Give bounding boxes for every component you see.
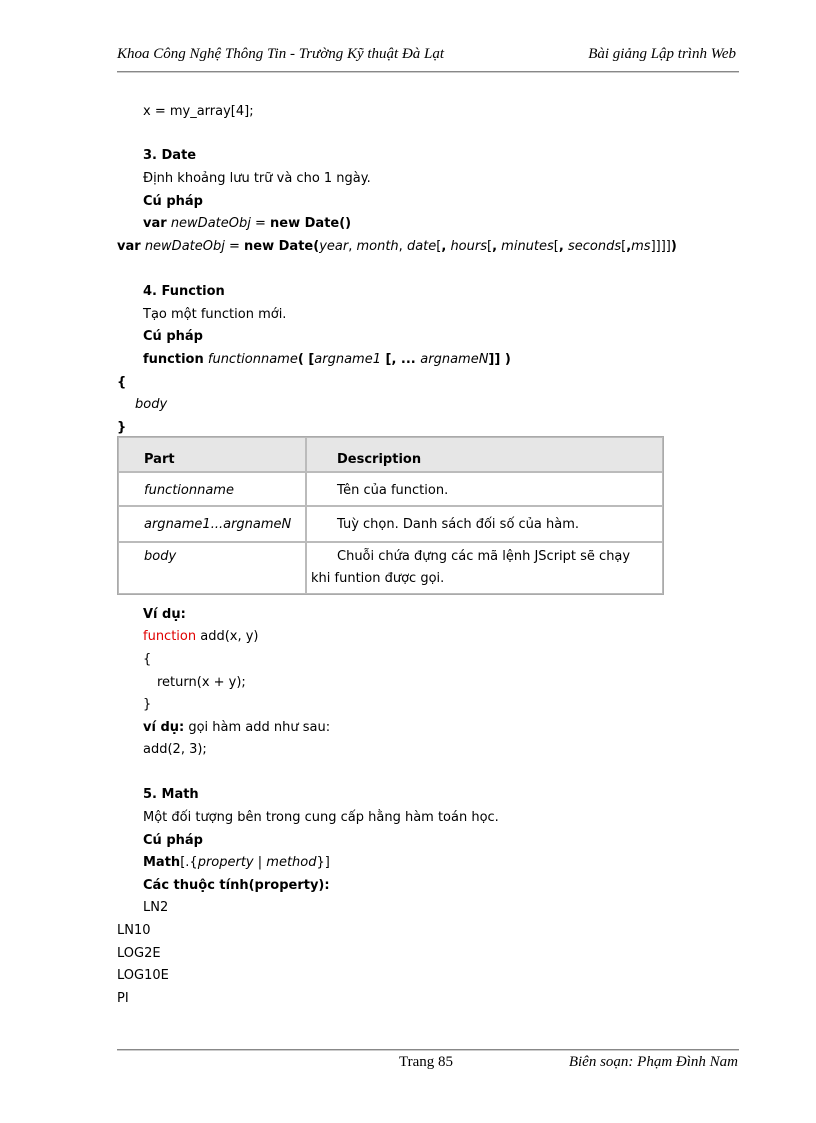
function-parts-table <box>117 436 664 595</box>
array-code-line: x = my_array[4]; <box>143 104 254 119</box>
table-cell-description: Chuỗi chứa đựng các mã lệnh JScript sẽ chạy khi funtion được gọi. <box>311 549 631 586</box>
date-syntax-line-2: var newDateObj = new Date(year, month, date[, hours[, minutes[, seconds[,ms]]]]) <box>117 239 677 254</box>
math-property-item: LN10 <box>117 923 151 938</box>
syntax-body: body <box>135 397 168 412</box>
footer-rule <box>117 1049 739 1051</box>
call-example-code: add(2, 3); <box>143 742 207 757</box>
table-row <box>118 472 663 506</box>
table-row <box>118 542 663 594</box>
table-cell-description: Tên của function. <box>337 483 449 498</box>
header-rule <box>117 71 739 73</box>
syntax-brace-open: { <box>117 375 127 390</box>
math-description: Một đối tượng bên trong cung cấp hằng hàm toán học. <box>143 810 499 825</box>
example-signature: function add(x, y) <box>143 629 259 644</box>
math-property-item: LOG10E <box>117 968 169 983</box>
math-properties-label: Các thuộc tính(property): <box>143 878 330 893</box>
example-brace-open: { <box>143 652 152 667</box>
call-example-line: ví dụ: gọi hàm add như sau: <box>143 720 331 735</box>
function-syntax-line: function functionname( [argname1 [, ... argnameN]] ) <box>143 352 511 367</box>
table-cell-description: Tuỳ chọn. Danh sách đối số của hàm. <box>337 517 580 532</box>
header-subject: Bài giảng Lập trình Web <box>588 46 736 62</box>
table-header-row <box>118 437 663 472</box>
math-property-item: LN2 <box>143 900 169 915</box>
math-property-item: LOG2E <box>117 946 161 961</box>
table-header-part: Part <box>118 437 306 472</box>
example-label: Ví dụ: <box>143 607 186 622</box>
table-header-description: Description <box>306 437 663 472</box>
math-property-item: PI <box>117 991 129 1006</box>
footer-author: Biên soạn: Phạm Đình Nam <box>568 1054 738 1070</box>
table-cell-part: argname1...argnameN <box>144 517 292 532</box>
table-cell-part: functionname <box>144 483 234 498</box>
example-brace-close: } <box>143 697 152 712</box>
function-description: Tạo một function mới. <box>143 307 287 322</box>
table-cell-part: body <box>144 549 177 564</box>
date-description: Định khoảng lưu trữ và cho 1 ngày. <box>143 171 371 186</box>
math-syntax-label: Cú pháp <box>143 833 203 848</box>
table-row <box>118 506 663 542</box>
math-syntax-line: Math[.{property | method}] <box>143 855 330 870</box>
example-return: return(x + y); <box>157 675 246 690</box>
function-syntax-label: Cú pháp <box>143 329 203 344</box>
math-heading: 5. Math <box>143 787 199 802</box>
header-course-title: Khoa Công Nghệ Thông Tin - Trường Kỹ thuật Đà Lạt <box>117 46 445 62</box>
function-heading: 4. Function <box>143 284 225 299</box>
date-syntax-line-1: var newDateObj = new Date() <box>143 216 352 231</box>
date-heading: 3. Date <box>143 148 197 163</box>
page-number: Trang 85 <box>399 1054 454 1070</box>
date-syntax-label: Cú pháp <box>143 194 203 209</box>
syntax-brace-close: } <box>117 420 127 435</box>
